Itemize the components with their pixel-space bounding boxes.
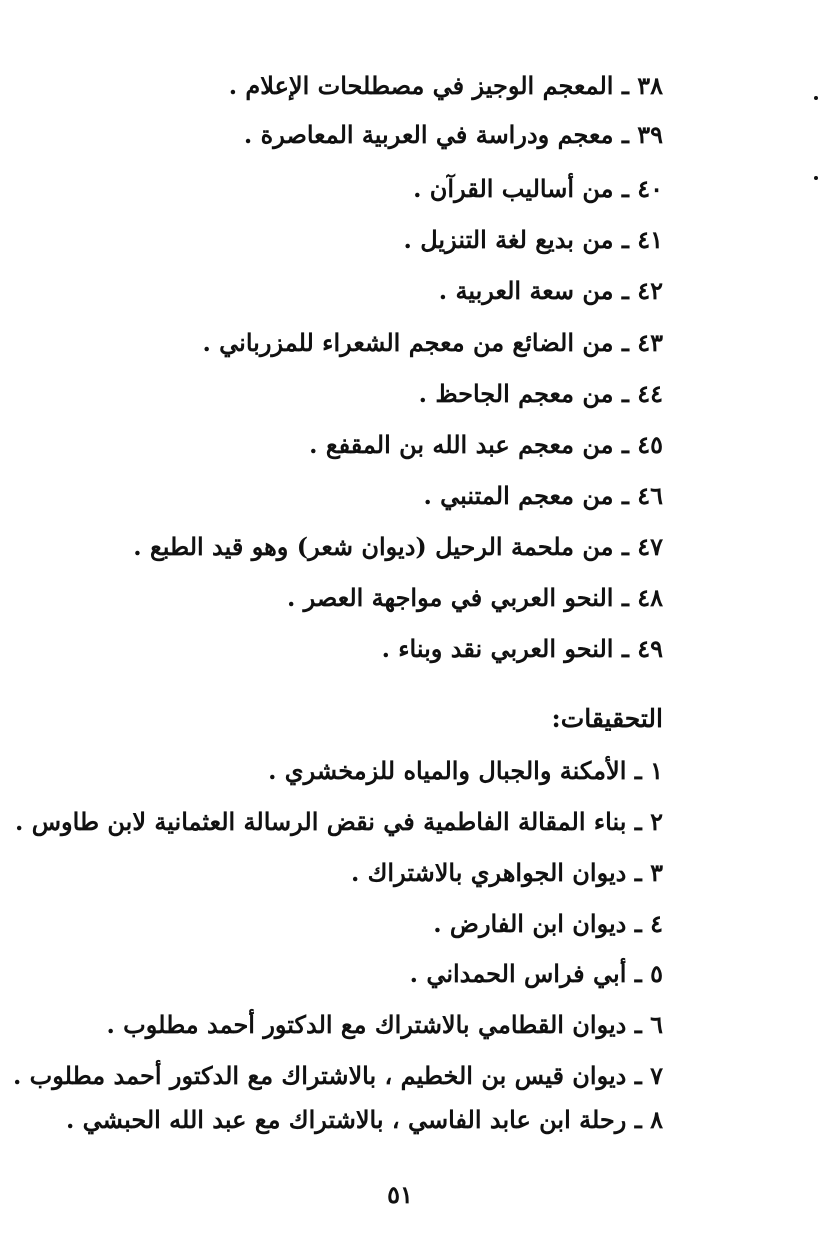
margin-mark: [814, 96, 818, 100]
list-item: ٨ ـ رحلة ابن عابد الفاسي ، بالاشتراك مع عبد الله الحبشي .: [65, 1105, 663, 1134]
list-item: ٤٦ ـ من معجم المتنبي .: [423, 481, 663, 510]
list-item: ٣٨ ـ المعجم الوجيز في مصطلحات الإعلام .: [228, 71, 663, 100]
list-item: ٣٩ ـ معجم ودراسة في العربية المعاصرة .: [243, 120, 663, 149]
list-item: ٤٧ ـ من ملحمة الرحيل (ديوان شعر) وهو قيد الطبع .: [133, 532, 663, 561]
margin-mark: [814, 176, 818, 180]
list-item: ٤١ ـ من بديع لغة التنزيل .: [403, 225, 663, 254]
list-item: ٣ ـ ديوان الجواهري بالاشتراك .: [350, 858, 663, 887]
list-item: ١ ـ الأمكنة والجبال والمياه للزمخشري .: [268, 756, 663, 785]
list-item: ٤٣ ـ من الضائع من معجم الشعراء للمزرباني .: [202, 328, 663, 357]
list-item: ٤٥ ـ من معجم عبد الله بن المقفع .: [309, 430, 663, 459]
list-item: ٤٨ ـ النحو العربي في مواجهة العصر .: [286, 583, 663, 612]
list-item: ٤٠ ـ من أساليب القرآن .: [413, 174, 663, 203]
list-item: ٤ ـ ديوان ابن الفارض .: [433, 909, 663, 938]
list-item: ٤٤ ـ من معجم الجاحظ .: [418, 379, 663, 408]
list-item: ٥ ـ أبي فراس الحمداني .: [409, 959, 663, 988]
page-number: ٥١: [387, 1180, 413, 1209]
list-item: ٦ ـ ديوان القطامي بالاشتراك مع الدكتور أحمد مطلوب .: [106, 1010, 663, 1039]
list-item: ٤٩ ـ النحو العربي نقد وبناء .: [381, 634, 663, 663]
list-item: ٧ ـ ديوان قيس بن الخطيم ، بالاشتراك مع الدكتور أحمد مطلوب .: [12, 1061, 663, 1090]
list-item: ٢ ـ بناء المقالة الفاطمية في نقض الرسالة العثمانية لابن طاوس .: [15, 807, 663, 836]
list-item: ٤٢ ـ من سعة العربية .: [438, 276, 663, 305]
section-heading: التحقيقات:: [551, 704, 663, 733]
